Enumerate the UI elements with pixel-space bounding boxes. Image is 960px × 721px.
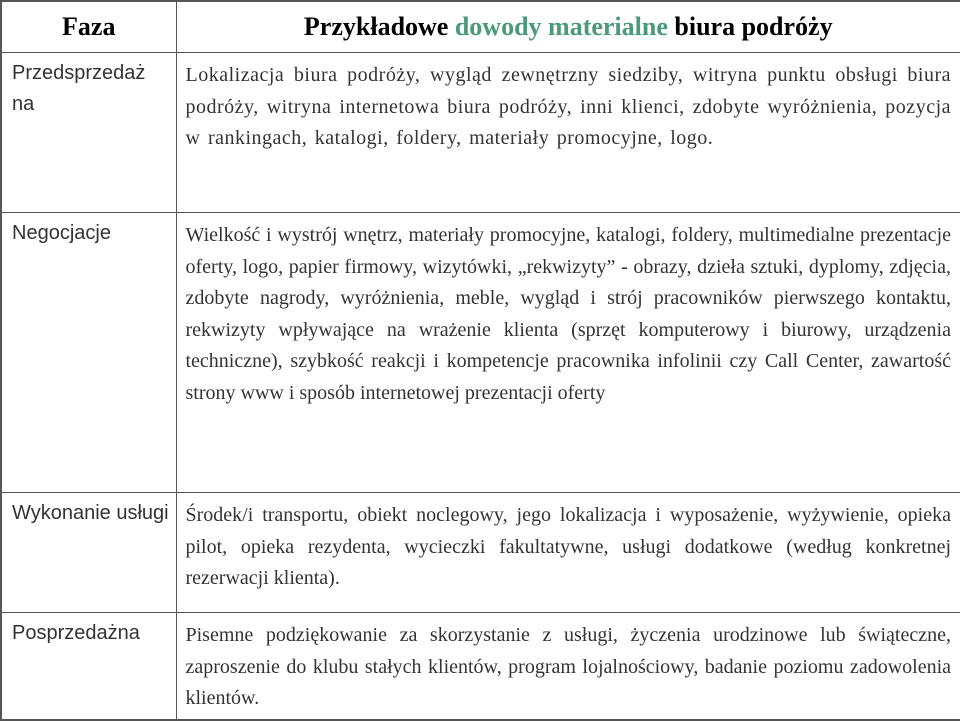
table-row-service-execution — [1, 493, 960, 613]
description-cell-post-sale: Pisemne podziękowanie za skorzystanie z usługi, życzenia urodzinowe lub świąteczne, zaproszenie do klubu stałych klientów, program lojalnościowy, badanie poziomu zadowolenia klientów. — [176, 613, 960, 720]
description-cell-service-execution: Środek/i transportu, obiekt noclegowy, jego lokalizacja i wyposażenie, wyżywienie, opieka pilot, opieka rezydenta, wycieczki fakultatywne, usługi dodatkowe (według konkretnej rezerwacji klienta). — [176, 493, 960, 613]
table-row-negotiation — [1, 213, 960, 493]
header-desc-part-2: biura podróży — [668, 12, 833, 41]
header-desc-part-1: Przykładowe — [304, 12, 455, 41]
phase-cell-presale: Przedsprzedaż na — [1, 53, 176, 213]
header-description-label — [177, 2, 960, 52]
phase-cell-negotiation: Negocjacje — [1, 213, 176, 493]
table-row-presale — [1, 53, 960, 213]
phase-cell-post-sale: Posprzedażna — [1, 613, 176, 720]
header-row — [1, 1, 960, 53]
header-phase-label: Faza — [2, 2, 176, 52]
description-cell-presale: Lokalizacja biura podróży, wygląd zewnętrzny siedziby, witryna punktu obsługi biura podróży, witryna internetowa biura podróży, inni klienci, zdobyte wyróżnienia, pozycja w rankingach, katalogi, foldery, materiały promocyjne, logo. — [176, 53, 960, 213]
phase-cell-service-execution: Wykonanie usługi — [1, 493, 176, 613]
table-row-post-sale — [1, 613, 960, 720]
header-description-cell — [176, 1, 960, 53]
description-cell-negotiation: Wielkość i wystrój wnętrz, materiały promocyjne, katalogi, foldery, multimedialne prezentacje oferty, logo, papier firmowy, wizytówki, „rekwizyty” - obrazy, dzieła sztuki, dyplomy, zdjęcia, zdobyte nagrody, wyróżnienia, meble, wygląd i strój pracowników pierwszego kontaktu, rekwizyty wpływające na wrażenie klienta (sprzęt komputerowy i biurowy, urządzenia techniczne), szybkość reakcji i kompetencje pracownika infolinii czy Call Center, zawartość strony www i sposób internetowej prezentacji oferty — [176, 213, 960, 493]
header-phase-cell — [1, 1, 176, 53]
header-desc-accent: dowody materialne — [455, 12, 668, 41]
